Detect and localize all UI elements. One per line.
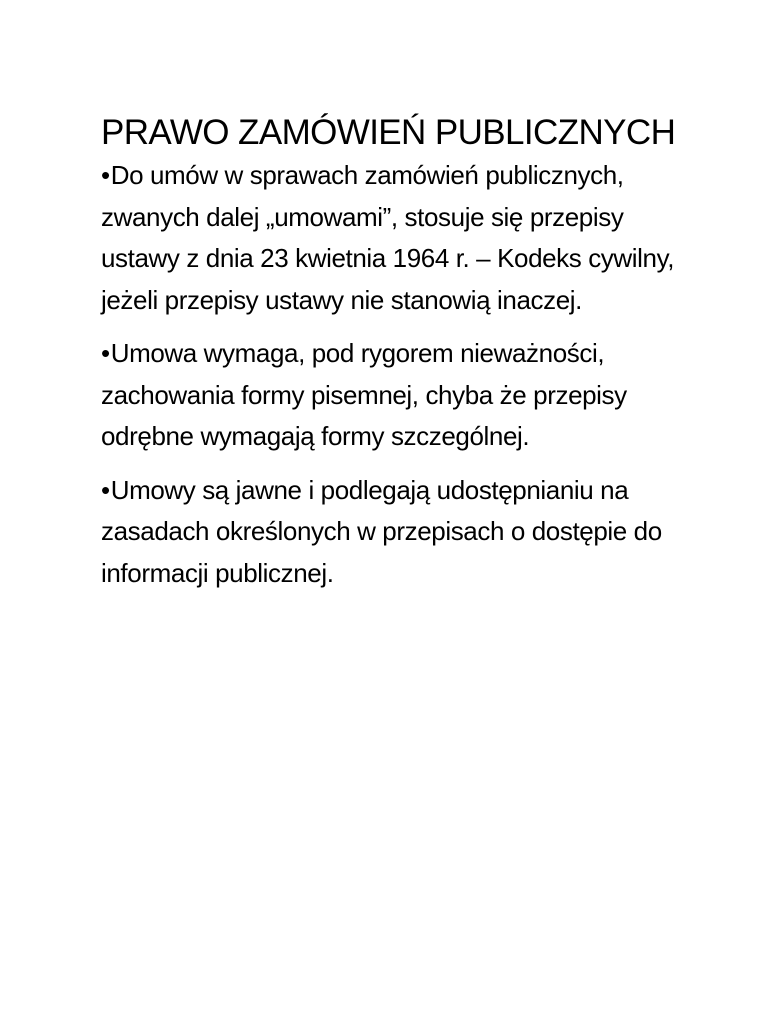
- bullet-list: [101, 155, 701, 594]
- bullet-icon: •: [101, 160, 110, 190]
- bullet-icon: •: [101, 338, 110, 368]
- bullet-item: [101, 333, 701, 458]
- bullet-text: Do umów w sprawach zamówień publicznych, zwanych dalej „umowami”, stosuje się przepisy ustawy z dnia 23 kwietnia 1964 r. – Kodeks cywilny, jeżeli przepisy ustawy nie stanowią inaczej.: [101, 160, 675, 315]
- bullet-icon: •: [101, 474, 110, 505]
- slide-content: [101, 108, 701, 606]
- bullet-text: Umowy są jawne i podlegają udostępnianiu na zasadach określonych w przepisach o dostępie do informacji publicznej.: [101, 474, 662, 588]
- bullet-item: [101, 155, 701, 321]
- slide-title: PRAWO ZAMÓWIEŃ PUBLICZNYCH: [101, 113, 676, 152]
- bullet-item: [101, 470, 701, 595]
- bullet-text: Umowa wymaga, pod rygorem nieważności, zachowania formy pisemnej, chyba że przepisy odrębne wymagają formy szczególnej.: [101, 338, 627, 451]
